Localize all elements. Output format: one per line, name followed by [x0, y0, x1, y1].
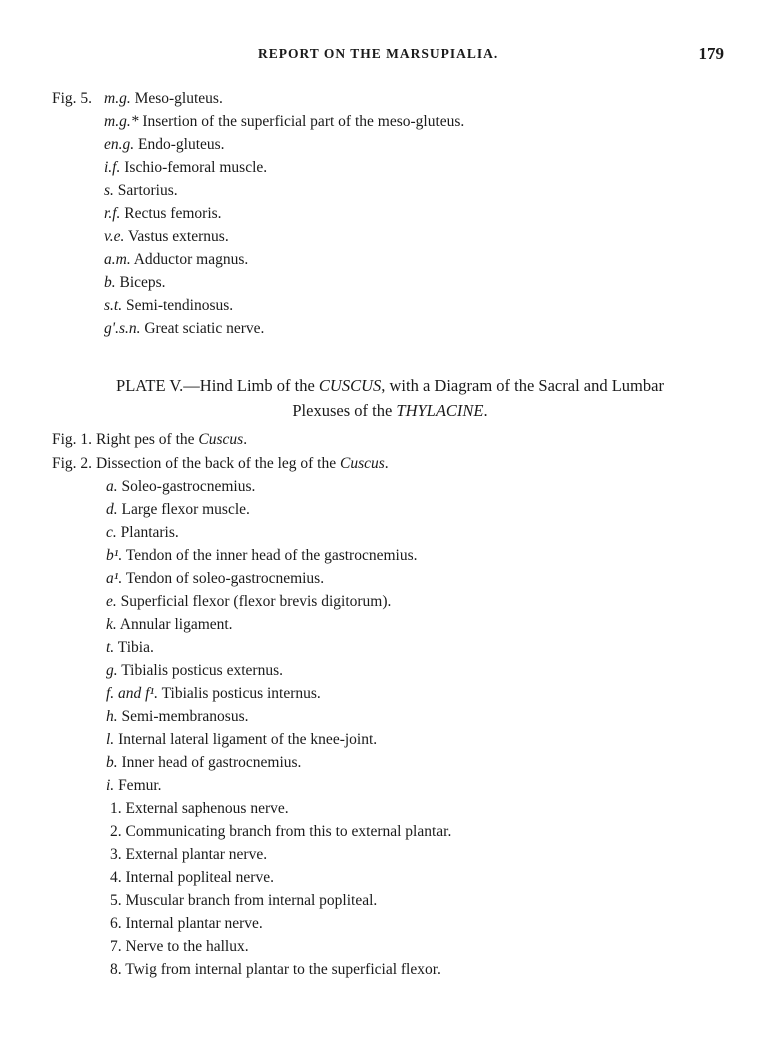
- plate-title-middle: , with a Diagram of the Sacral and Lumbar: [381, 376, 664, 395]
- list-item: [106, 638, 154, 658]
- list-item-text: Femur.: [114, 777, 162, 794]
- list-item-abbr: b.: [104, 274, 116, 291]
- fig1-end: .: [243, 431, 248, 448]
- plate-title-line2-prefix: Plexuses of the: [292, 401, 397, 420]
- plate-title-line1: [60, 373, 720, 398]
- list-item: [104, 319, 264, 339]
- plate-title-prefix: PLATE V.—Hind Limb of the: [116, 376, 319, 395]
- plate-title-line2-suffix: .: [483, 401, 488, 420]
- numbered-item-text: Muscular branch from internal popliteal.: [121, 892, 378, 909]
- list-item-abbr: r.f.: [104, 205, 121, 222]
- numbered-item: [110, 937, 249, 957]
- list-item-text: Large flexor muscle.: [117, 501, 250, 518]
- list-item: [106, 661, 283, 681]
- numbered-item-text: Communicating branch from this to external plantar.: [121, 823, 452, 840]
- list-item-abbr: m.g.*: [104, 113, 139, 130]
- numbered-item-number: 3.: [110, 846, 122, 863]
- list-item-abbr: i.f.: [104, 159, 121, 176]
- numbered-item-number: 8.: [110, 961, 122, 978]
- page-number: 179: [698, 44, 724, 63]
- fig1-line: [52, 430, 247, 450]
- numbered-item-text: Twig from internal plantar to the superficial flexor.: [121, 961, 441, 978]
- numbered-item-number: 6.: [110, 915, 122, 932]
- list-item-abbr: b.: [106, 754, 118, 771]
- list-item-text: Tendon of the inner head of the gastrocnemius.: [122, 547, 418, 564]
- list-item: [106, 776, 162, 796]
- fig2-text: Dissection of the back of the leg of the: [92, 455, 340, 472]
- fig2-genus: Cuscus: [340, 455, 385, 472]
- list-item-abbr: k.: [106, 616, 117, 633]
- list-item-abbr: b¹.: [106, 547, 123, 564]
- running-title: REPORT ON THE MARSUPIALIA.: [258, 46, 499, 61]
- plate-title-genus: CUSCUS: [318, 376, 382, 395]
- numbered-item: [110, 845, 267, 865]
- list-item-text: Tibialis posticus externus.: [117, 662, 283, 679]
- list-item-abbr: f. and f¹.: [106, 685, 159, 702]
- numbered-item: [110, 799, 289, 819]
- list-item: [106, 707, 249, 727]
- list-item: [104, 181, 178, 201]
- numbered-item-number: 1.: [110, 800, 122, 817]
- fig1-label: Fig. 1.: [52, 431, 93, 448]
- list-item: [106, 615, 233, 635]
- numbered-item: [110, 891, 377, 911]
- fig5-heading: [52, 89, 223, 109]
- fig1-text: Right pes of the: [92, 431, 199, 448]
- plate-title-line2: [60, 398, 720, 423]
- fig2-label: Fig. 2.: [52, 455, 93, 472]
- numbered-item-text: Internal popliteal nerve.: [121, 869, 274, 886]
- fig2-end: .: [384, 455, 389, 472]
- list-item-text: Ischio-femoral muscle.: [120, 159, 268, 176]
- list-item: [104, 227, 229, 247]
- list-item-text: Semi-tendinosus.: [122, 297, 234, 314]
- plate-title-genus2: THYLACINE: [396, 401, 484, 420]
- numbered-item-text: Internal plantar nerve.: [121, 915, 263, 932]
- plate-title: [60, 373, 720, 423]
- list-item-text: Internal lateral ligament of the knee-joint.: [114, 731, 378, 748]
- list-item-abbr: i.: [106, 777, 115, 794]
- list-item: [106, 684, 321, 704]
- numbered-item-text: External saphenous nerve.: [121, 800, 289, 817]
- list-item-text: Meso-gluteus.: [130, 90, 223, 107]
- list-item-abbr: a.: [106, 478, 118, 495]
- list-item: [104, 112, 464, 132]
- list-item-abbr: m.g.: [104, 90, 131, 107]
- list-item-text: Inner head of gastrocnemius.: [117, 754, 302, 771]
- list-item-text: Great sciatic nerve.: [140, 320, 265, 337]
- list-item-text: Adductor magnus.: [130, 251, 249, 268]
- numbered-item-text: External plantar nerve.: [121, 846, 268, 863]
- numbered-item-number: 2.: [110, 823, 122, 840]
- list-item-text: Vastus externus.: [124, 228, 229, 245]
- list-item: [106, 753, 301, 773]
- list-item-abbr: e.: [106, 593, 117, 610]
- list-item: [104, 204, 222, 224]
- list-item: [106, 569, 324, 589]
- list-item: [106, 546, 417, 566]
- list-item-text: Tendon of soleo-gastrocnemius.: [122, 570, 325, 587]
- list-item-text: Annular ligament.: [116, 616, 233, 633]
- list-item-abbr: a.m.: [104, 251, 131, 268]
- list-item-text: Tibialis posticus internus.: [158, 685, 321, 702]
- list-item-abbr: d.: [106, 501, 118, 518]
- numbered-item-number: 7.: [110, 938, 122, 955]
- list-item: [106, 477, 255, 497]
- page-header: [0, 46, 776, 68]
- list-item-text: Rectus femoris.: [120, 205, 222, 222]
- list-item: [104, 135, 225, 155]
- list-item: [104, 158, 267, 178]
- list-item-abbr: h.: [106, 708, 118, 725]
- list-item: [104, 250, 248, 270]
- list-item: [104, 273, 166, 293]
- list-item: [106, 730, 377, 750]
- list-item: [104, 296, 233, 316]
- fig2-line: [52, 454, 389, 474]
- list-item-text: Tibia.: [114, 639, 154, 656]
- numbered-item: [110, 960, 441, 980]
- fig5-label: Fig. 5.: [52, 90, 93, 107]
- list-item-abbr: l.: [106, 731, 115, 748]
- list-item: [106, 592, 391, 612]
- numbered-item: [110, 914, 263, 934]
- list-item-abbr: g.: [106, 662, 118, 679]
- numbered-item-text: Nerve to the hallux.: [121, 938, 249, 955]
- list-item-text: Sartorius.: [113, 182, 178, 199]
- list-item-text: Endo-gluteus.: [134, 136, 225, 153]
- list-item: [106, 523, 179, 543]
- list-item-abbr: a¹.: [106, 570, 123, 587]
- numbered-item-number: 5.: [110, 892, 122, 909]
- list-item-abbr: s.: [104, 182, 114, 199]
- list-item-text: Superficial flexor (flexor brevis digitorum).: [116, 593, 392, 610]
- list-item-text: Semi-membranosus.: [117, 708, 249, 725]
- list-item-abbr: g'.s.n.: [104, 320, 141, 337]
- list-item-text: Plantaris.: [116, 524, 179, 541]
- list-item: [106, 500, 250, 520]
- numbered-item: [110, 868, 274, 888]
- fig1-genus: Cuscus: [198, 431, 244, 448]
- numbered-item: [110, 822, 451, 842]
- list-item-abbr: t.: [106, 639, 115, 656]
- list-item-abbr: c.: [106, 524, 117, 541]
- list-item-abbr: s.t.: [104, 297, 123, 314]
- list-item-text: Soleo-gastrocnemius.: [117, 478, 256, 495]
- numbered-item-number: 4.: [110, 869, 122, 886]
- list-item-text: Biceps.: [115, 274, 166, 291]
- list-item-abbr: en.g.: [104, 136, 135, 153]
- list-item-abbr: v.e.: [104, 228, 125, 245]
- list-item-text: Insertion of the superficial part of the meso-gluteus.: [138, 113, 465, 130]
